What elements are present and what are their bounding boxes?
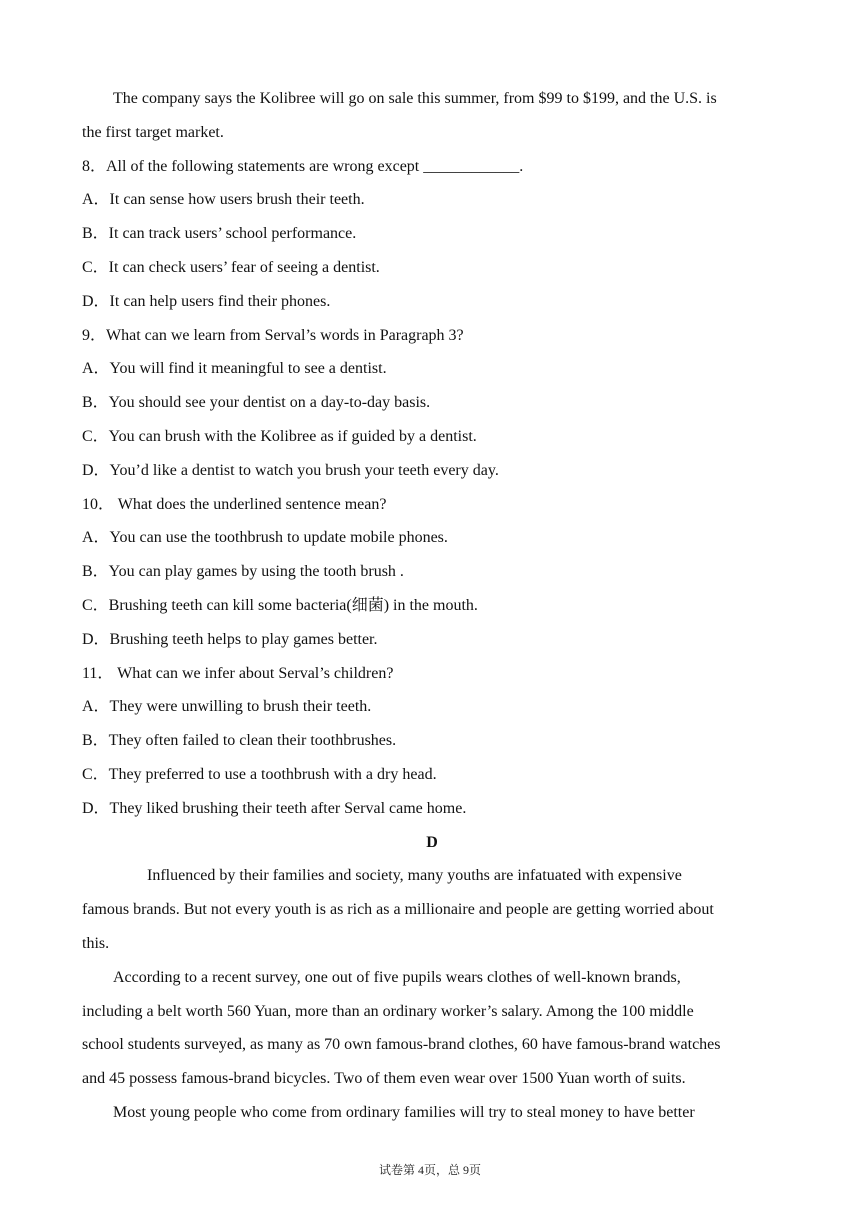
- question-stem: 11． What can we infer about Serval’s children?: [82, 664, 394, 682]
- section-heading: D: [426, 833, 438, 851]
- option-b: B．You should see your dentist on a day-to-day basis.: [82, 394, 431, 412]
- question-stem: 10． What does the underlined sentence mean?: [82, 495, 387, 513]
- page-footer: 试卷第 4页，总 9页: [378, 1163, 481, 1177]
- option-d: D．It can help users find their phones.: [82, 292, 331, 310]
- intro-line-2: the first target market.: [82, 123, 224, 141]
- paragraph-line: including a belt worth 560 Yuan, more than an ordinary worker’s salary. Among the 100 middle: [82, 1002, 694, 1020]
- passage-paragraph-2: [82, 961, 782, 1096]
- option-c: C．You can brush with the Kolibree as if guided by a dentist.: [82, 427, 477, 445]
- option-c: C．It can check users’ fear of seeing a dentist.: [82, 258, 380, 276]
- option-b: B．You can play games by using the tooth brush .: [82, 563, 404, 581]
- paragraph-line: famous brands. But not every youth is as rich as a millionaire and people are getting worried about: [82, 901, 714, 919]
- question-9: [82, 319, 782, 488]
- option-d: D．Brushing teeth helps to play games better.: [82, 630, 378, 648]
- option-a: A．You can use the toothbrush to update mobile phones.: [82, 529, 448, 547]
- passage-paragraph-3: [82, 1096, 782, 1130]
- paragraph-line: Influenced by their families and society, many youths are infatuated with expensive: [147, 867, 682, 885]
- option-c: C．They preferred to use a toothbrush with a dry head.: [82, 765, 437, 783]
- paragraph-line: and 45 possess famous-brand bicycles. Two of them even wear over 1500 Yuan worth of suits.: [82, 1070, 686, 1088]
- question-10: [82, 488, 782, 657]
- question-stem: 8．All of the following statements are wrong except ____________.: [82, 157, 524, 175]
- option-c: C．Brushing teeth can kill some bacteria(细菌) in the mouth.: [82, 596, 478, 614]
- intro-line-1: The company says the Kolibree will go on sale this summer, from $99 to $199, and the U.S. is: [113, 90, 717, 107]
- paragraph-line: this.: [82, 934, 110, 952]
- option-a: A．It can sense how users brush their teeth.: [82, 191, 365, 209]
- question-8: [82, 150, 782, 319]
- document-page: [82, 82, 782, 1130]
- option-b: B．They often failed to clean their toothbrushes.: [82, 732, 397, 750]
- option-b: B．It can track users’ school performance.: [82, 225, 357, 243]
- question-11: [82, 657, 782, 826]
- paragraph-line: According to a recent survey, one out of five pupils wears clothes of well-known brands,: [113, 968, 681, 986]
- paragraph-line: Most young people who come from ordinary families will try to steal money to have better: [113, 1103, 695, 1121]
- option-a: A．They were unwilling to brush their teeth.: [82, 698, 372, 716]
- paragraph-line: school students surveyed, as many as 70 own famous-brand clothes, 60 have famous-brand watches: [82, 1036, 721, 1054]
- passage-paragraph-1: [82, 859, 782, 960]
- option-d: D．They liked brushing their teeth after Serval came home.: [82, 799, 467, 817]
- question-stem: 9．What can we learn from Serval’s words in Paragraph 3?: [82, 326, 464, 344]
- option-a: A．You will find it meaningful to see a dentist.: [82, 360, 387, 378]
- option-d: D．You’d like a dentist to watch you brush your teeth every day.: [82, 461, 499, 479]
